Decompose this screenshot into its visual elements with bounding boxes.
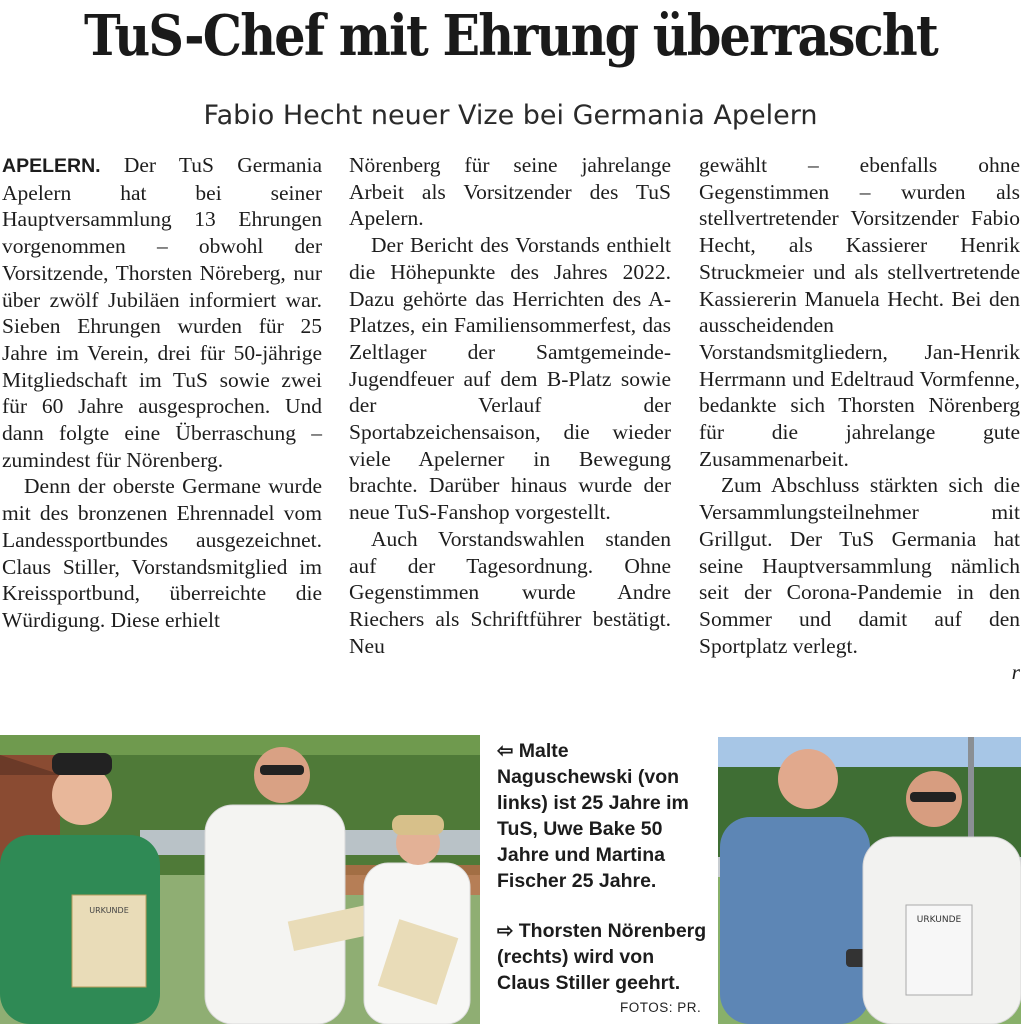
checked-shirt <box>720 817 870 1024</box>
photo-honorees <box>0 735 480 1024</box>
photo-honorees-illustration <box>0 735 480 1024</box>
paragraph-5: Zum Abschluss stärkten sich die Versammlungsteilnehmer mit Grillgut. Der TuS Germania hat seine Hauptversammlung nämlich seit der Corona-Pandemie in den Sommer und damit auf den Sportplatz verlegt. <box>699 473 1020 658</box>
cap <box>52 753 112 775</box>
paragraph-4: Auch Vorstandswahlen standen auf der Tagesordnung. Ohne Gegenstimmen wurde Andre Riechers als Schriftführer bestätigt. Neu <box>349 526 671 658</box>
article-column-1 <box>2 152 322 712</box>
sunglasses <box>910 792 956 802</box>
photo-chairman-illustration <box>718 737 1021 1024</box>
paragraph-3: Der Bericht des Vorstands enthielt die Höhepunkte des Jahres 2022. Dazu gehörte das Herrichten des A-Platzes, ein Familiensommerfest, das Zeltlager der Samtgemeinde-Jugendfeuer auf dem B-Platz sowie der Verlauf der Sportabzeichensaison, die wieder viele Apelerner in Bewegung brachte. Darüber hinaus wurde der neue TuS-Fanshop vorgestellt. <box>349 233 671 525</box>
article-column-3 <box>699 152 1020 712</box>
paragraph-2: Denn der oberste Germane wurde mit des bronzenen Ehrennadel vom Landessportbundes ausgezeichnet. Claus Stiller, Vorstandsmitglied im Kreissportbund, überreichte die Würdigung. Diese erhielt <box>2 474 322 632</box>
photo-credit: FOTOS: PR. <box>620 1000 702 1015</box>
paragraph-4-continued: gewählt – ebenfalls ohne Gegenstimmen – wurden als stellvertretender Vorsitzender Fabio Hecht, als Kassierer Henrik Struckmeier und als stellvertretende Kassiererin Manuela Hecht. Bei den ausscheidenden Vorstandsmitgliedern, Jan-Henrik Herrmann und Edeltraud Vormfenne, bedankte sich Thorsten Nörenberg für die jahrelange gute Zusammenarbeit. <box>699 153 1020 471</box>
paragraph-1 <box>2 152 322 473</box>
certificate-label: URKUNDE <box>916 915 962 925</box>
photo-chairman-honored <box>718 737 1021 1024</box>
paragraph-1-text: Der TuS Germania Apelern hat bei seiner Hauptversammlung 13 Ehrungen vorgenommen – obwohl der Vorsitzende, Thorsten Nöreberg, nur über zwölf Jubiläen informiert war. Sieben Ehrungen wurden für 25 Jahre im Verein, drei für 50-jährige Mitgliedschaft im TuS sowie zwei für 60 Jahre ausgesprochen. Und dann folgte eine Überraschung – zumindest für Nörenberg. <box>2 153 322 472</box>
article-column-2 <box>349 152 671 712</box>
paragraph-2-continued: Nörenberg für seine jahrelange Arbeit als Vorsitzender des TuS Apelern. <box>349 153 671 231</box>
dateline: APELERN. <box>2 155 101 177</box>
subheadline: Fabio Hecht neuer Vize bei Germania Apelern <box>203 100 818 131</box>
man-left-head <box>778 749 838 809</box>
caption-left-photo: ⇦ Malte Naguschewski (von links) ist 25 Jahre im TuS, Uwe Bake 50 Jahre und Martina Fischer 25 Jahre. <box>497 740 689 892</box>
headline: TuS-Chef mit Ehrung überrascht <box>83 3 938 69</box>
certificate-left-label: URKUNDE <box>89 906 129 915</box>
caption-right-photo: ⇨ Thorsten Nörenberg (rechts) wird von Claus Stiller geehrt. <box>497 920 707 994</box>
author-signature: r <box>1011 660 1020 685</box>
sunglasses <box>260 765 304 775</box>
